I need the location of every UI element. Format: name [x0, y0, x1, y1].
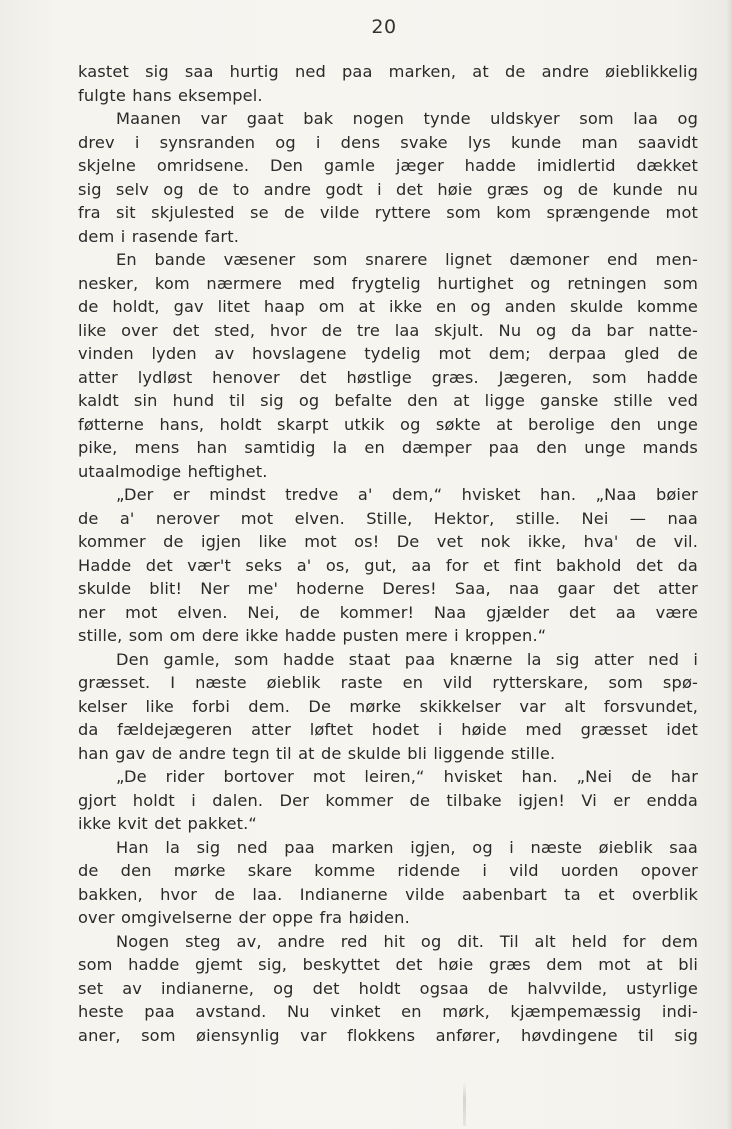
text-line: pike, mens han samtidig la en dæmper paa den unge mands: [78, 438, 698, 457]
text-line: ner mot elven. Nei, de kommer! Naa gjælder det aa være: [78, 602, 698, 622]
text-line: Den gamle, som hadde staat paa knærne la sig atter ned i: [116, 649, 698, 669]
body-text: [78, 60, 698, 1047]
text-line: heste paa avstand. Nu vinket en mørk, kjæmpemæssig indi-: [78, 1002, 698, 1021]
text-line: stille, som om dere ikke hadde pusten mere i kroppen.“: [78, 626, 547, 645]
text-line: Hadde det vær't seks a' os, gut, aa for et fint bakhold det da: [78, 555, 698, 575]
text-line: sig selv og de to andre godt i det høie græs og de kunde nu: [78, 179, 698, 199]
text-line: Nogen steg av, andre red hit og dit. Til alt held for dem: [116, 931, 698, 951]
text-line: Han la sig ned paa marken igjen, og i næste øieblik saa: [116, 837, 698, 857]
text-line: dem i rasende fart.: [78, 226, 240, 246]
text-line: Maanen var gaat bak nogen tynde uldskyer som laa og: [116, 109, 698, 128]
text-line: skjelne omridsene. Den gamle jæger hadde imidlertid dækket: [78, 156, 698, 175]
text-line: set av indianerne, og det holdt ogsaa de halvvilde, ustyrlige: [78, 978, 698, 998]
text-line: de a' nerover mot elven. Stille, Hektor, stille. Nei — naa: [78, 508, 698, 528]
text-line: kelser like forbi dem. De mørke skikkelser var alt forsvundet,: [78, 696, 698, 716]
text-line: over omgivelserne der oppe fra høiden.: [78, 908, 410, 927]
text-line: som hadde gjemt sig, beskyttet det høie græs dem mot at bli: [78, 955, 698, 974]
text-line: kastet sig saa hurtig ned paa marken, at de andre øieblikkelig: [78, 62, 698, 81]
page-number: 20: [371, 16, 397, 38]
text-line: En bande væsener som snarere lignet dæmoner end men-: [116, 250, 698, 269]
page-gutter-shadow: [726, 0, 732, 1129]
text-line: føtterne hans, holdt skarpt utkik og søkte at berolige den unge: [78, 414, 698, 434]
text-line: aner, som øiensynlig var flokkens anfører, høvdingene til sig: [78, 1025, 698, 1045]
text-line: vinden lyden av hovslagene tydelig mot dem; derpaa gled de: [78, 344, 698, 363]
text-line: gjort holdt i dalen. Der kommer de tilbake igjen! Vi er endda: [78, 790, 698, 810]
text-line: kommer de igjen like mot os! De vet nok ikke, hva' de vil.: [78, 532, 698, 551]
text-line: nesker, kom nærmere med frygtelig hurtighet og retningen som: [78, 273, 698, 293]
text-line: de holdt, gav litet haap om at ikke en og anden skulde komme: [78, 297, 698, 316]
text-line: atter lydløst henover det høstlige græs. Jægeren, som hadde: [78, 367, 698, 387]
text-line: fra sit skjulested se de vilde ryttere som kom sprængende mot: [78, 203, 698, 222]
text-line: drev i synsranden og i dens svake lys kunde man saavidt: [78, 132, 698, 152]
text-line: de den mørke skare komme ridende i vild uorden opover: [78, 861, 698, 880]
text-line: bakken, hvor de laa. Indianerne vilde aabenbart ta et overblik: [78, 884, 698, 904]
text-line: „Der er mindst tredve a' dem,“ hvisket han. „Naa bøier: [116, 485, 698, 504]
text-line: ikke kvit det pakket.“: [78, 814, 257, 833]
text-line: da fældejægeren atter løftet hodet i høide med græsset idet: [78, 720, 698, 739]
text-line: like over det sted, hvor de tre laa skjult. Nu og da bar natte-: [78, 320, 698, 340]
text-line: utaalmodige heftighet.: [78, 461, 268, 481]
text-line: han gav de andre tegn til at de skulde bli liggende stille.: [78, 743, 556, 763]
text-line: fulgte hans eksempel.: [78, 85, 263, 105]
text-line: skulde blit! Ner me' hoderne Deres! Saa, naa gaar det atter: [78, 579, 698, 598]
page-edge-mark: [463, 1082, 466, 1126]
text-line: kaldt sin hund til sig og befalte den at ligge ganske stille ved: [78, 391, 698, 410]
text-line: „De rider bortover mot leiren,“ hvisket han. „Nei de har: [116, 767, 698, 786]
text-line: græsset. I næste øieblik raste en vild rytterskare, som spø-: [78, 673, 698, 692]
